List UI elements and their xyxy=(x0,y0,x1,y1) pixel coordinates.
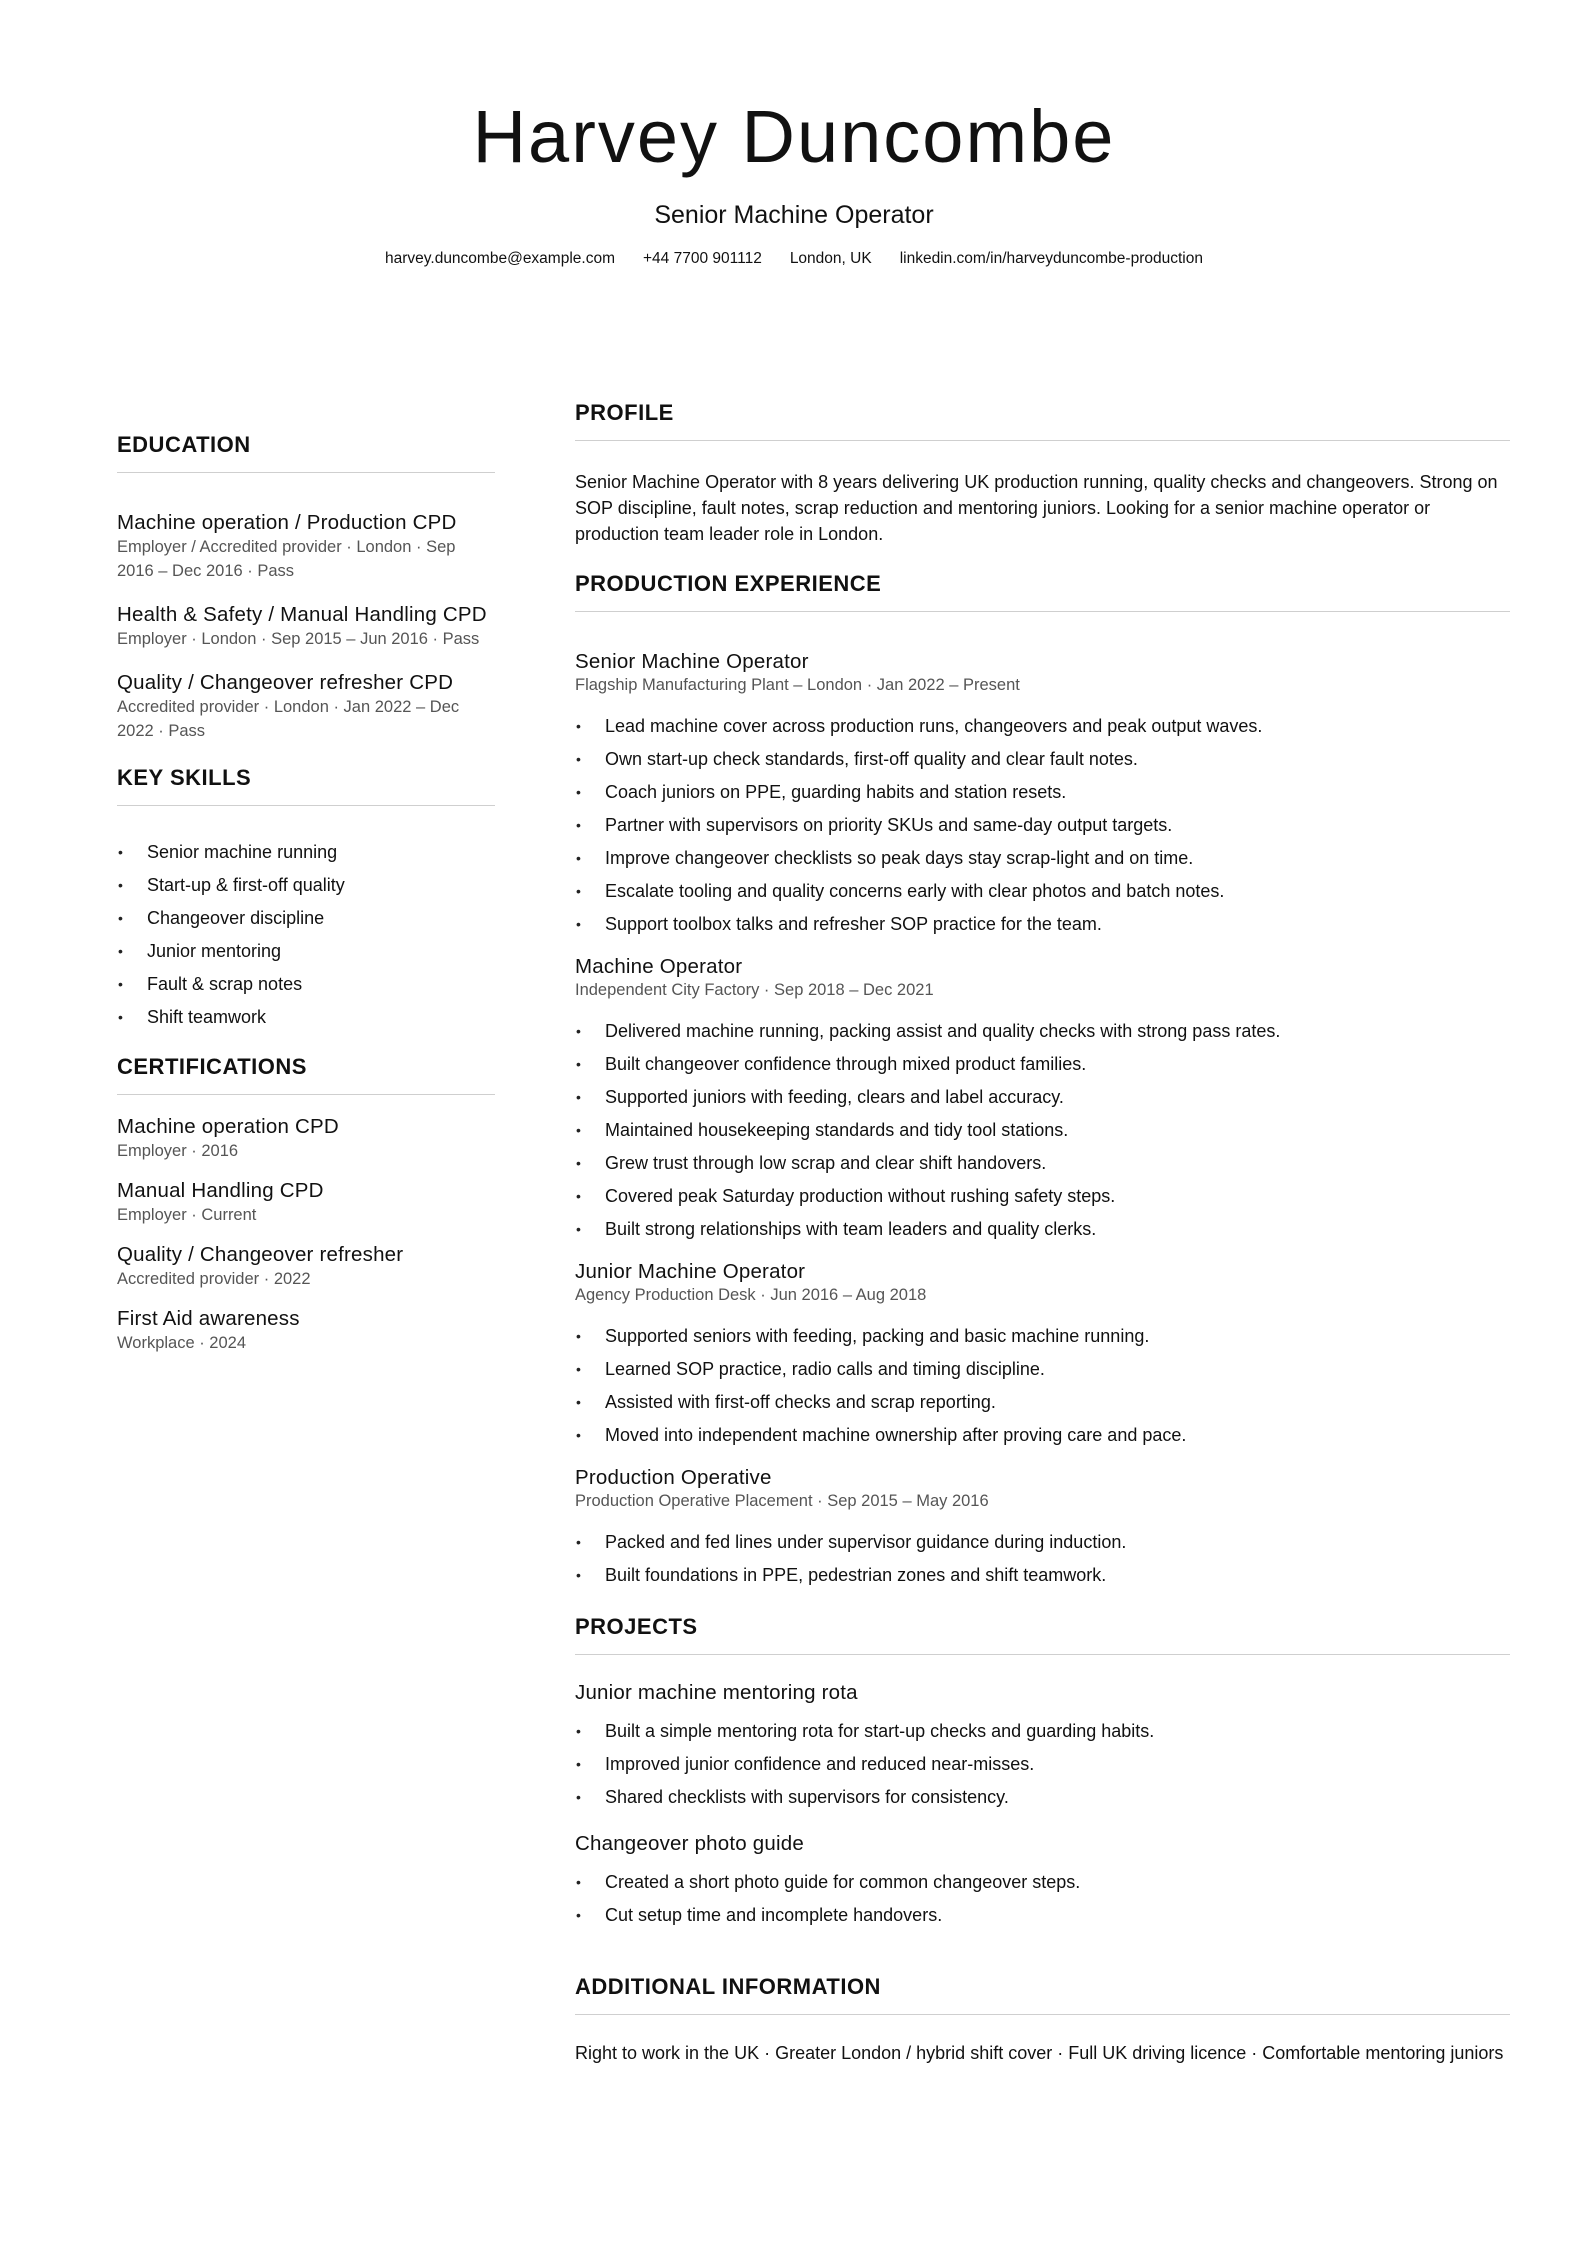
skill-item: • Start-up & first-off quality xyxy=(117,869,495,902)
job-bullet: • Moved into independent machine ownership after proving care and pace. xyxy=(575,1419,1510,1452)
job-bullet: • Covered peak Saturday production without rushing safety steps. xyxy=(575,1180,1510,1213)
job-title: Production Operative xyxy=(575,1466,772,1489)
job-entry xyxy=(575,1260,1510,1452)
project-bullet: • Built a simple mentoring rota for start-up checks and guarding habits. xyxy=(575,1715,1510,1748)
projects-section xyxy=(575,1614,1510,1932)
education-item-details: Employer · London · Sep 2015 – Jun 2016 · Pass xyxy=(117,630,480,648)
certification-details: Workplace · 2024 xyxy=(117,1334,247,1352)
certification-item xyxy=(117,1179,495,1227)
job-entry xyxy=(575,1466,1510,1592)
education-item-title: Health & Safety / Manual Handling CPD xyxy=(117,603,487,626)
certification-details: Employer · Current xyxy=(117,1206,257,1224)
certification-title: Machine operation CPD xyxy=(117,1115,339,1138)
projects-heading: PROJECTS xyxy=(575,1614,1510,1655)
skill-item: • Changeover discipline xyxy=(117,902,495,935)
job-bullet: • Built changeover confidence through mixed product families. xyxy=(575,1048,1510,1081)
certification-title: Quality / Changeover refresher xyxy=(117,1243,404,1266)
left-column xyxy=(117,432,495,1371)
job-bullet: • Maintained housekeeping standards and tidy tool stations. xyxy=(575,1114,1510,1147)
job-bullet: • Coach juniors on PPE, guarding habits and station resets. xyxy=(575,776,1510,809)
job-employer-dates: Independent City Factory · Sep 2018 – Dec 2021 xyxy=(575,981,934,999)
job-bullets xyxy=(575,710,1510,941)
job-bullet: • Packed and fed lines under supervisor guidance during induction. xyxy=(575,1526,1510,1559)
certifications-section xyxy=(117,1054,495,1355)
job-title: Machine Operator xyxy=(575,955,743,978)
project-entry xyxy=(575,1681,1510,1814)
job-bullet: • Grew trust through low scrap and clear shift handovers. xyxy=(575,1147,1510,1180)
job-title: Junior Machine Operator xyxy=(575,1260,806,1283)
resume-header xyxy=(0,92,1588,268)
education-item-details: Accredited provider · London · Jan 2022 – Dec 2022 · Pass xyxy=(117,698,460,740)
certification-item xyxy=(117,1115,495,1163)
project-entry xyxy=(575,1832,1510,1932)
profile-section xyxy=(575,400,1510,547)
skill-item: • Fault & scrap notes xyxy=(117,968,495,1001)
project-bullet: • Improved junior confidence and reduced near-misses. xyxy=(575,1748,1510,1781)
job-bullet: • Supported juniors with feeding, clears and label accuracy. xyxy=(575,1081,1510,1114)
job-employer-dates: Agency Production Desk · Jun 2016 – Aug 2018 xyxy=(575,1286,927,1304)
job-bullet: • Delivered machine running, packing assist and quality checks with strong pass rates. xyxy=(575,1015,1510,1048)
candidate-name: Harvey Duncombe xyxy=(472,95,1116,178)
job-bullet: • Assisted with first-off checks and scrap reporting. xyxy=(575,1386,1510,1419)
education-item-title: Machine operation / Production CPD xyxy=(117,511,457,534)
contact-location: London, UK xyxy=(789,250,872,267)
job-bullet: • Own start-up check standards, first-off quality and clear fault notes. xyxy=(575,743,1510,776)
job-employer-dates: Production Operative Placement · Sep 2015 – May 2016 xyxy=(575,1492,989,1510)
job-entry xyxy=(575,650,1510,941)
certification-item xyxy=(117,1243,495,1291)
skills-section xyxy=(117,765,495,1034)
contact-email[interactable]: harvey.duncombe@example.com xyxy=(385,250,615,267)
additional-info-text: Right to work in the UK · Greater London / hybrid shift cover · Full UK driving licence · Comfortable mentoring juniors xyxy=(575,2043,1504,2063)
project-bullet: • Shared checklists with supervisors for consistency. xyxy=(575,1781,1510,1814)
job-employer-dates: Flagship Manufacturing Plant – London · Jan 2022 – Present xyxy=(575,676,1020,694)
education-item-title: Quality / Changeover refresher CPD xyxy=(117,671,454,694)
job-bullet: • Supported seniors with feeding, packing and basic machine running. xyxy=(575,1320,1510,1353)
skills-list xyxy=(117,836,495,1034)
job-bullet: • Lead machine cover across production runs, changeovers and peak output waves. xyxy=(575,710,1510,743)
job-bullets xyxy=(575,1320,1510,1452)
skills-heading: KEY SKILLS xyxy=(117,765,495,806)
project-bullet: • Cut setup time and incomplete handovers. xyxy=(575,1899,1510,1932)
certifications-heading: CERTIFICATIONS xyxy=(117,1054,495,1095)
certification-title: Manual Handling CPD xyxy=(117,1179,324,1202)
education-heading: EDUCATION xyxy=(117,432,495,473)
job-bullets xyxy=(575,1526,1510,1592)
contact-line xyxy=(0,250,1588,268)
project-title: Changeover photo guide xyxy=(575,1832,804,1855)
project-bullet: • Created a short photo guide for common changeover steps. xyxy=(575,1866,1510,1899)
contact-linkedin[interactable]: linkedin.com/in/harveyduncombe-production xyxy=(899,250,1203,267)
job-bullet: • Improve changeover checklists so peak days stay scrap-light and on time. xyxy=(575,842,1510,875)
job-bullet: • Learned SOP practice, radio calls and timing discipline. xyxy=(575,1353,1510,1386)
job-bullet: • Built strong relationships with team leaders and quality clerks. xyxy=(575,1213,1510,1246)
skill-item: • Junior mentoring xyxy=(117,935,495,968)
certification-item xyxy=(117,1307,495,1355)
additional-info-section xyxy=(575,1974,1510,2066)
certification-details: Employer · 2016 xyxy=(117,1142,239,1160)
certification-title: First Aid awareness xyxy=(117,1307,300,1330)
job-entry xyxy=(575,955,1510,1246)
job-bullet: • Partner with supervisors on priority SKUs and same-day output targets. xyxy=(575,809,1510,842)
job-bullets xyxy=(575,1015,1510,1246)
project-bullets xyxy=(575,1866,1510,1932)
education-section xyxy=(117,432,495,743)
skill-item: • Shift teamwork xyxy=(117,1001,495,1034)
skill-item: • Senior machine running xyxy=(117,836,495,869)
education-item xyxy=(117,511,495,583)
right-column xyxy=(575,400,1510,2066)
job-bullet: • Built foundations in PPE, pedestrian zones and shift teamwork. xyxy=(575,1559,1510,1592)
job-bullet: • Support toolbox talks and refresher SOP practice for the team. xyxy=(575,908,1510,941)
profile-heading: PROFILE xyxy=(575,400,1510,441)
project-title: Junior machine mentoring rota xyxy=(575,1681,858,1704)
education-item-details: Employer / Accredited provider · London · Sep 2016 – Dec 2016 · Pass xyxy=(117,538,456,580)
job-title: Senior Machine Operator xyxy=(575,650,809,673)
experience-section xyxy=(575,571,1510,1592)
job-bullet: • Escalate tooling and quality concerns early with clear photos and batch notes. xyxy=(575,875,1510,908)
profile-summary: Senior Machine Operator with 8 years delivering UK production running, quality checks and changeovers. Strong on SOP discipline, fault notes, scrap reduction and mentoring juniors. Looking for a senior machine operator or production team leader role in London. xyxy=(575,472,1498,544)
contact-phone[interactable]: +44 7700 901112 xyxy=(643,250,762,267)
education-item xyxy=(117,603,495,651)
candidate-role: Senior Machine Operator xyxy=(654,201,934,229)
certification-details: Accredited provider · 2022 xyxy=(117,1270,311,1288)
project-bullets xyxy=(575,1715,1510,1814)
additional-info-heading: ADDITIONAL INFORMATION xyxy=(575,1974,1510,2015)
experience-heading: PRODUCTION EXPERIENCE xyxy=(575,571,1510,612)
education-item xyxy=(117,671,495,743)
